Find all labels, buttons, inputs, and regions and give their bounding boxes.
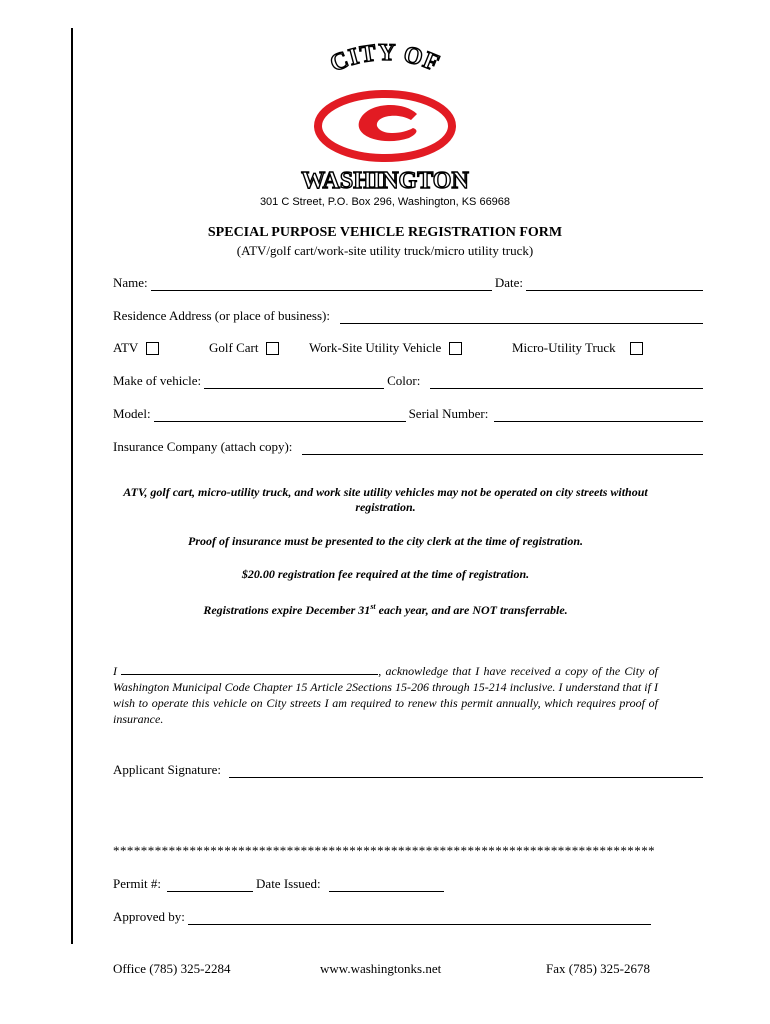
- swirl-icon: [318, 94, 452, 158]
- work-site-checkbox[interactable]: [449, 342, 462, 355]
- ack-text: , acknowledge that I have received a copy of the City of Washington Municipal Code Chapter 15 Article 2Sections 15-206 through 15-214 inclusive. I understand that if I wish to operate this vehicle on City streets I am required to renew this permit annually, which requires proof of insurance.: [113, 664, 658, 726]
- vehicle-option-micro-utility: [512, 340, 643, 356]
- atv-checkbox[interactable]: [146, 342, 159, 355]
- work-site-label: Work-Site Utility Vehicle: [309, 340, 442, 355]
- make-label: Make of vehicle:: [113, 373, 202, 388]
- date-issued-field[interactable]: [329, 879, 444, 892]
- expiration-notice: [113, 599, 658, 618]
- footer-fax: Fax (785) 325-2678: [546, 961, 650, 976]
- footer-office-phone: Office (785) 325-2284: [113, 961, 231, 976]
- city-logo: [285, 42, 485, 194]
- separator-line: ******************************************************************************: [113, 843, 656, 858]
- golf-cart-checkbox[interactable]: [266, 342, 279, 355]
- operation-notice: ATV, golf cart, micro-utility truck, and work site utility vehicles may not be operated on city streets without registration.: [123, 485, 648, 514]
- date-label: Date:: [494, 275, 523, 290]
- residence-field[interactable]: [340, 311, 703, 324]
- vehicle-option-work-site: [309, 340, 462, 356]
- expiration-text-b: each year, and are NOT transferrable.: [375, 603, 568, 617]
- expiration-text-a: Registrations expire December 31: [203, 603, 371, 617]
- micro-utility-label: Micro-Utility Truck: [512, 340, 616, 355]
- approved-field[interactable]: [188, 912, 651, 925]
- vehicle-option-atv: [113, 340, 159, 356]
- form-subtitle: (ATV/golf cart/work-site utility truck/micro utility truck): [236, 243, 534, 258]
- form-title: SPECIAL PURPOSE VEHICLE REGISTRATION FORM: [207, 225, 563, 240]
- insurance-row: [113, 439, 703, 455]
- date-field[interactable]: [526, 278, 703, 291]
- logo-top-text: CITY OF: [326, 42, 444, 78]
- signature-label: Applicant Signature:: [113, 762, 221, 777]
- vehicle-option-golf-cart: [209, 340, 279, 356]
- make-field[interactable]: [204, 376, 384, 389]
- atv-label: ATV: [113, 340, 139, 355]
- model-serial-row: [113, 406, 703, 422]
- permit-label: Permit #:: [113, 876, 162, 891]
- serial-label: Serial Number:: [408, 406, 489, 421]
- margin-rule: [71, 28, 73, 944]
- name-date-row: [113, 275, 703, 291]
- insurance-field[interactable]: [302, 442, 703, 455]
- residence-label: Residence Address (or place of business):: [113, 308, 330, 323]
- serial-field[interactable]: [494, 409, 703, 422]
- expiration-superscript: st: [370, 602, 376, 611]
- acknowledgement-paragraph: [113, 663, 658, 727]
- approved-label: Approved by:: [113, 909, 185, 924]
- insurance-notice: Proof of insurance must be presented to the city clerk at the time of registration.: [188, 534, 583, 548]
- residence-row: [113, 308, 703, 324]
- name-label: Name:: [113, 275, 148, 290]
- approved-row: [113, 909, 651, 925]
- micro-utility-checkbox[interactable]: [630, 342, 643, 355]
- model-field[interactable]: [154, 409, 406, 422]
- signature-field[interactable]: [229, 765, 703, 778]
- insurance-label: Insurance Company (attach copy):: [113, 439, 293, 454]
- ack-name-field[interactable]: [121, 663, 378, 675]
- make-color-row: [113, 373, 703, 389]
- color-field[interactable]: [430, 376, 703, 389]
- name-field[interactable]: [151, 278, 492, 291]
- city-address: 301 C Street, P.O. Box 296, Washington, KS 66968: [259, 196, 511, 208]
- permit-row: [113, 876, 473, 892]
- color-label: Color:: [387, 373, 421, 388]
- golf-cart-label: Golf Cart: [209, 340, 259, 355]
- fee-notice: $20.00 registration fee required at the time of registration.: [241, 567, 530, 581]
- footer-website[interactable]: www.washingtonks.net: [320, 961, 442, 976]
- permit-field[interactable]: [167, 879, 253, 892]
- ack-prefix: I: [113, 664, 117, 678]
- date-issued-label: Date Issued:: [256, 876, 321, 891]
- model-label: Model:: [113, 406, 151, 421]
- signature-row: [113, 762, 703, 778]
- logo-bottom-text: WASHINGTON: [301, 168, 469, 194]
